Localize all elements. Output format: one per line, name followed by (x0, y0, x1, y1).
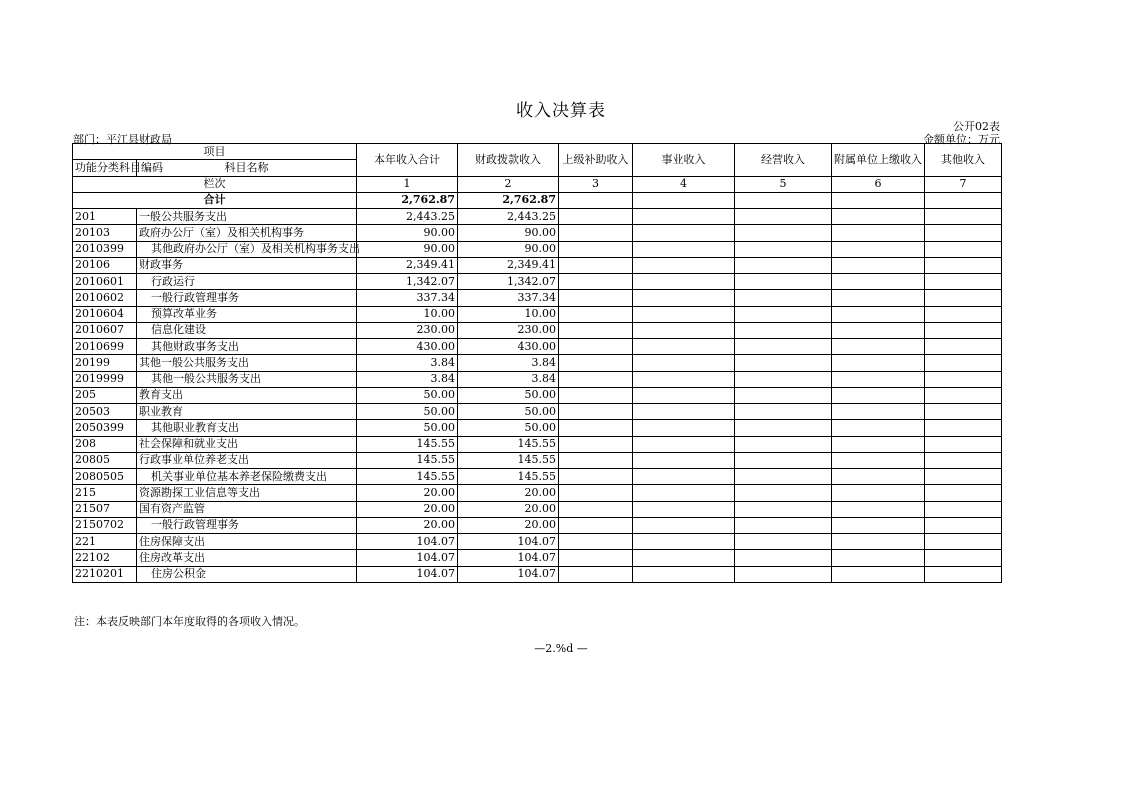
table-row (73, 566, 1002, 582)
column-number: 1 (357, 176, 458, 192)
amount-cell (925, 566, 1002, 582)
header-func-code: 功能分类科目编码 (73, 160, 137, 176)
amount-cell (735, 517, 832, 533)
table-row (73, 387, 1002, 403)
amount-cell (925, 404, 1002, 420)
amount-cell: 145.55 (357, 436, 458, 452)
amount-cell: 145.55 (458, 452, 559, 468)
amount-cell (559, 469, 633, 485)
amount-cell: 230.00 (458, 322, 559, 338)
amount-cell (735, 420, 832, 436)
amount-cell (559, 290, 633, 306)
amount-cell: 430.00 (357, 339, 458, 355)
subject-name-cell: 政府办公厅（室）及相关机构事务 (137, 225, 357, 241)
amount-cell (925, 436, 1002, 452)
amount-cell (832, 550, 925, 566)
func-code-cell: 2210201 (73, 566, 137, 582)
amount-cell: 3.84 (357, 371, 458, 387)
amount-cell (925, 517, 1002, 533)
table-row (73, 550, 1002, 566)
subject-name-cell: 财政事务 (137, 257, 357, 273)
subject-name-cell: 国有资产监管 (137, 501, 357, 517)
amount-cell: 90.00 (458, 225, 559, 241)
subject-name-cell: 职业教育 (137, 404, 357, 420)
amount-cell (633, 290, 735, 306)
table-row (73, 371, 1002, 387)
amount-cell (559, 452, 633, 468)
amount-cell (832, 517, 925, 533)
table-row (73, 436, 1002, 452)
func-code-cell: 20503 (73, 404, 137, 420)
amount-cell (559, 404, 633, 420)
table-row (73, 241, 1002, 257)
amount-cell (735, 209, 832, 225)
amount-cell (559, 306, 633, 322)
form-code: 公开02表 (953, 120, 1000, 133)
amount-cell: 337.34 (357, 290, 458, 306)
amount-cell (925, 387, 1002, 403)
total-value: 2,762.87 (357, 192, 458, 208)
amount-cell (735, 485, 832, 501)
amount-cell (735, 534, 832, 550)
func-code-cell: 2150702 (73, 517, 137, 533)
amount-cell (925, 534, 1002, 550)
amount-cell (559, 420, 633, 436)
amount-cell (633, 501, 735, 517)
header-subject-name: 科目名称 (137, 160, 357, 176)
amount-cell (735, 355, 832, 371)
amount-cell (925, 339, 1002, 355)
amount-cell (832, 485, 925, 501)
total-value (832, 192, 925, 208)
amount-cell: 104.07 (357, 550, 458, 566)
amount-cell (832, 436, 925, 452)
amount-cell (735, 550, 832, 566)
page-title: 收入决算表 (516, 101, 606, 121)
amount-cell (832, 225, 925, 241)
table-row (73, 339, 1002, 355)
amount-cell (633, 322, 735, 338)
amount-cell (925, 420, 1002, 436)
amount-cell (559, 436, 633, 452)
lanci-label: 栏次 (73, 176, 357, 192)
amount-cell (735, 322, 832, 338)
header-col-2: 财政拨款收入 (458, 144, 559, 177)
page-number: —2.%d — (534, 642, 588, 655)
amount-cell (735, 404, 832, 420)
amount-cell (633, 355, 735, 371)
amount-cell (925, 257, 1002, 273)
table-row (73, 517, 1002, 533)
amount-cell (832, 274, 925, 290)
column-number: 3 (559, 176, 633, 192)
amount-cell (735, 469, 832, 485)
amount-cell (925, 355, 1002, 371)
func-code-cell: 21507 (73, 501, 137, 517)
amount-cell (633, 371, 735, 387)
amount-cell: 20.00 (458, 517, 559, 533)
func-code-cell: 22102 (73, 550, 137, 566)
amount-cell (559, 517, 633, 533)
table-row (73, 534, 1002, 550)
amount-cell (735, 274, 832, 290)
amount-cell: 145.55 (357, 469, 458, 485)
amount-unit-label: 金额单位：万元 (923, 133, 1000, 146)
amount-cell (832, 371, 925, 387)
total-value (735, 192, 832, 208)
amount-cell: 20.00 (458, 485, 559, 501)
header-col-1: 本年收入合计 (357, 144, 458, 177)
func-code-cell: 2019999 (73, 371, 137, 387)
amount-cell: 90.00 (357, 225, 458, 241)
amount-cell (925, 452, 1002, 468)
total-value: 2,762.87 (458, 192, 559, 208)
amount-cell (633, 274, 735, 290)
amount-cell: 104.07 (357, 534, 458, 550)
amount-cell: 430.00 (458, 339, 559, 355)
func-code-cell: 20199 (73, 355, 137, 371)
amount-cell (559, 209, 633, 225)
amount-cell (559, 501, 633, 517)
amount-cell (633, 404, 735, 420)
amount-cell (832, 209, 925, 225)
amount-cell (633, 420, 735, 436)
subject-name-cell: 其他政府办公厅（室）及相关机构事务支出 (137, 241, 357, 257)
header-col-4: 事业收入 (633, 144, 735, 177)
amount-cell: 50.00 (357, 387, 458, 403)
total-row (73, 192, 1002, 208)
amount-cell: 104.07 (357, 566, 458, 582)
table-row (73, 485, 1002, 501)
amount-cell (735, 436, 832, 452)
amount-cell: 2,443.25 (357, 209, 458, 225)
income-table (72, 143, 1002, 583)
amount-cell (559, 257, 633, 273)
amount-cell: 1,342.07 (357, 274, 458, 290)
amount-cell (832, 420, 925, 436)
header-col-7: 其他收入 (925, 144, 1002, 177)
column-number: 2 (458, 176, 559, 192)
amount-cell (559, 225, 633, 241)
subject-name-cell: 住房保障支出 (137, 534, 357, 550)
total-value (633, 192, 735, 208)
amount-cell (633, 257, 735, 273)
func-code-cell: 201 (73, 209, 137, 225)
func-code-cell: 2080505 (73, 469, 137, 485)
table-row (73, 209, 1002, 225)
amount-cell (735, 257, 832, 273)
amount-cell (633, 436, 735, 452)
subject-name-cell: 教育支出 (137, 387, 357, 403)
subject-name-cell: 一般公共服务支出 (137, 209, 357, 225)
amount-cell: 3.84 (458, 355, 559, 371)
amount-cell: 90.00 (458, 241, 559, 257)
table-row (73, 306, 1002, 322)
column-number: 5 (735, 176, 832, 192)
amount-cell (735, 241, 832, 257)
amount-cell (559, 241, 633, 257)
total-value (925, 192, 1002, 208)
func-code-cell: 205 (73, 387, 137, 403)
amount-cell (925, 550, 1002, 566)
amount-cell (925, 225, 1002, 241)
func-code-cell: 215 (73, 485, 137, 501)
amount-cell (633, 387, 735, 403)
amount-cell: 1,342.07 (458, 274, 559, 290)
subject-name-cell: 一般行政管理事务 (137, 290, 357, 306)
header-row-project (73, 144, 1002, 160)
amount-cell: 145.55 (458, 436, 559, 452)
amount-cell (633, 517, 735, 533)
amount-cell (559, 387, 633, 403)
table-row (73, 469, 1002, 485)
amount-cell (735, 306, 832, 322)
table-row (73, 501, 1002, 517)
subject-name-cell: 住房改革支出 (137, 550, 357, 566)
amount-cell: 145.55 (458, 469, 559, 485)
header-project: 项目 (73, 144, 357, 160)
amount-cell (832, 501, 925, 517)
table-row (73, 452, 1002, 468)
subject-name-cell: 一般行政管理事务 (137, 517, 357, 533)
total-value (559, 192, 633, 208)
amount-cell (559, 566, 633, 582)
amount-cell (925, 209, 1002, 225)
amount-cell (925, 274, 1002, 290)
amount-cell: 10.00 (357, 306, 458, 322)
amount-cell: 2,349.41 (357, 257, 458, 273)
column-number: 7 (925, 176, 1002, 192)
amount-cell (925, 322, 1002, 338)
subject-name-cell: 预算改革业务 (137, 306, 357, 322)
amount-cell (559, 339, 633, 355)
table-row (73, 274, 1002, 290)
amount-cell: 10.00 (458, 306, 559, 322)
amount-cell: 2,443.25 (458, 209, 559, 225)
subject-name-cell: 住房公积金 (137, 566, 357, 582)
subject-name-cell: 其他职业教育支出 (137, 420, 357, 436)
amount-cell: 50.00 (458, 420, 559, 436)
amount-cell (559, 355, 633, 371)
amount-cell (925, 306, 1002, 322)
amount-cell (832, 306, 925, 322)
amount-cell (559, 274, 633, 290)
subject-name-cell: 社会保障和就业支出 (137, 436, 357, 452)
func-code-cell: 20106 (73, 257, 137, 273)
amount-cell (633, 209, 735, 225)
amount-cell (735, 290, 832, 306)
amount-cell (633, 550, 735, 566)
amount-cell: 20.00 (357, 485, 458, 501)
amount-cell: 104.07 (458, 566, 559, 582)
total-label: 合计 (73, 192, 357, 208)
amount-cell (832, 322, 925, 338)
amount-cell: 2,349.41 (458, 257, 559, 273)
amount-cell (832, 452, 925, 468)
subject-name-cell: 其他一般公共服务支出 (137, 355, 357, 371)
amount-cell (633, 469, 735, 485)
func-code-cell: 20805 (73, 452, 137, 468)
amount-cell (925, 371, 1002, 387)
department-label: 部门：平江县财政局 (73, 133, 172, 146)
amount-cell (633, 534, 735, 550)
amount-cell: 337.34 (458, 290, 559, 306)
header-col-6: 附属单位上缴收入 (832, 144, 925, 177)
amount-cell (925, 485, 1002, 501)
amount-cell (925, 241, 1002, 257)
amount-cell: 50.00 (458, 387, 559, 403)
amount-cell (735, 339, 832, 355)
subject-name-cell: 行政运行 (137, 274, 357, 290)
func-code-cell: 2010699 (73, 339, 137, 355)
amount-cell (735, 501, 832, 517)
column-number: 6 (832, 176, 925, 192)
amount-cell (559, 485, 633, 501)
amount-cell (832, 534, 925, 550)
amount-cell (633, 485, 735, 501)
table-row (73, 257, 1002, 273)
subject-name-cell: 资源勘探工业信息等支出 (137, 485, 357, 501)
func-code-cell: 2010602 (73, 290, 137, 306)
amount-cell (735, 566, 832, 582)
amount-cell: 50.00 (357, 404, 458, 420)
amount-cell (559, 550, 633, 566)
func-code-cell: 2050399 (73, 420, 137, 436)
amount-cell: 230.00 (357, 322, 458, 338)
func-code-cell: 20103 (73, 225, 137, 241)
amount-cell (633, 241, 735, 257)
table-row (73, 290, 1002, 306)
table-row (73, 420, 1002, 436)
func-code-cell: 2010399 (73, 241, 137, 257)
amount-cell (633, 339, 735, 355)
amount-cell (559, 322, 633, 338)
amount-cell: 50.00 (458, 404, 559, 420)
amount-cell: 20.00 (357, 517, 458, 533)
table-row (73, 355, 1002, 371)
table-row (73, 404, 1002, 420)
amount-cell: 50.00 (357, 420, 458, 436)
amount-cell: 3.84 (458, 371, 559, 387)
header-col-3: 上级补助收入 (559, 144, 633, 177)
amount-cell: 3.84 (357, 355, 458, 371)
func-code-cell: 2010601 (73, 274, 137, 290)
func-code-cell: 2010607 (73, 322, 137, 338)
amount-cell (559, 371, 633, 387)
amount-cell: 145.55 (357, 452, 458, 468)
amount-cell (925, 290, 1002, 306)
subject-name-cell: 其他一般公共服务支出 (137, 371, 357, 387)
table-row (73, 322, 1002, 338)
amount-cell (735, 452, 832, 468)
amount-cell: 104.07 (458, 534, 559, 550)
table-row (73, 225, 1002, 241)
subject-name-cell: 其他财政事务支出 (137, 339, 357, 355)
func-code-cell: 208 (73, 436, 137, 452)
amount-cell (832, 290, 925, 306)
amount-cell: 90.00 (357, 241, 458, 257)
amount-cell (735, 387, 832, 403)
amount-cell (832, 404, 925, 420)
amount-cell (735, 225, 832, 241)
func-code-cell: 2010604 (73, 306, 137, 322)
func-code-cell: 221 (73, 534, 137, 550)
header-col-5: 经营收入 (735, 144, 832, 177)
amount-cell (832, 355, 925, 371)
subject-name-cell: 机关事业单位基本养老保险缴费支出 (137, 469, 357, 485)
table-note: 注：本表反映部门本年度取得的各项收入情况。 (74, 615, 305, 628)
amount-cell (735, 371, 832, 387)
amount-cell (633, 566, 735, 582)
amount-cell (633, 452, 735, 468)
amount-cell: 20.00 (357, 501, 458, 517)
amount-cell (633, 225, 735, 241)
amount-cell: 20.00 (458, 501, 559, 517)
subject-name-cell: 行政事业单位养老支出 (137, 452, 357, 468)
amount-cell: 104.07 (458, 550, 559, 566)
amount-cell (832, 241, 925, 257)
amount-cell (832, 387, 925, 403)
amount-cell (633, 306, 735, 322)
amount-cell (925, 501, 1002, 517)
amount-cell (832, 469, 925, 485)
column-number-row (73, 176, 1002, 192)
amount-cell (832, 257, 925, 273)
amount-cell (832, 566, 925, 582)
subject-name-cell: 信息化建设 (137, 322, 357, 338)
amount-cell (559, 534, 633, 550)
amount-cell (925, 469, 1002, 485)
amount-cell (832, 339, 925, 355)
column-number: 4 (633, 176, 735, 192)
